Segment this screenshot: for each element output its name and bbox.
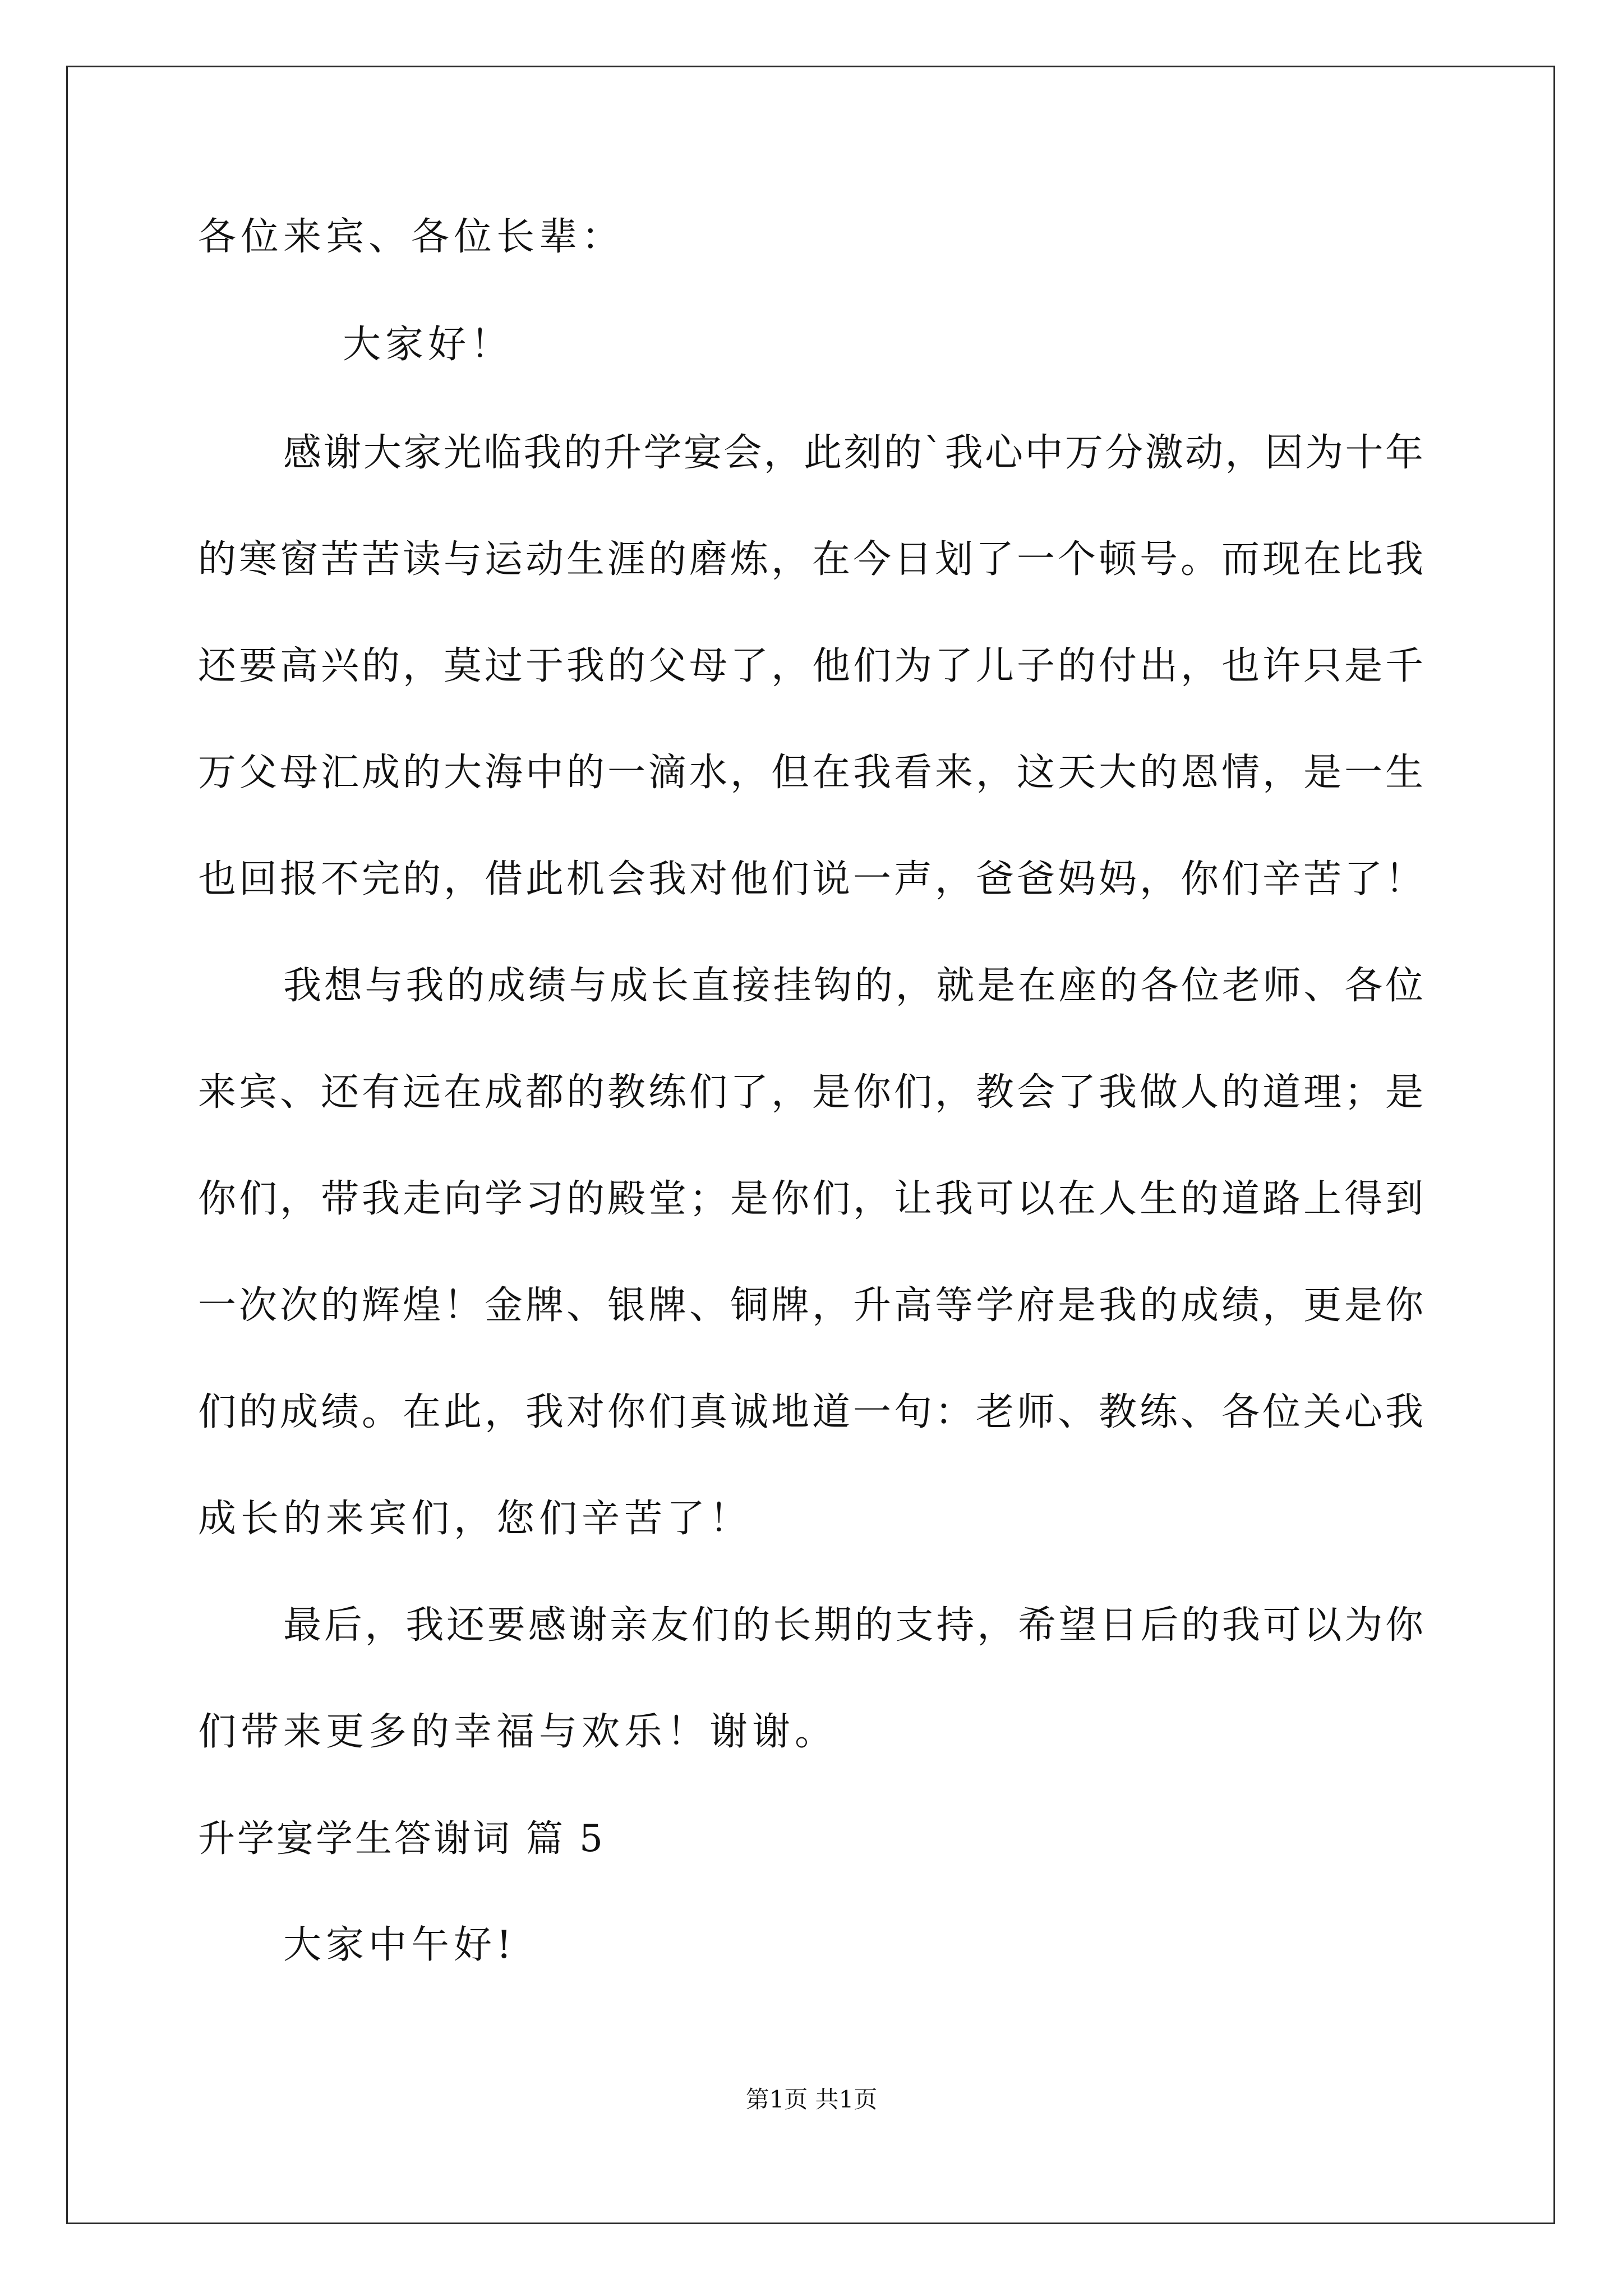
paragraph-2-line: 一次次的辉煌！金牌、银牌、铜牌，升高等学府是我的成绩，更是你 — [198, 1283, 1423, 1328]
paragraph-1-line: 也回报不完的，借此机会我对他们说一声，爸爸妈妈，你们辛苦了！ — [198, 857, 1423, 901]
paragraph-1-line: 万父母汇成的大海中的一滴水，但在我看来，这天大的恩情，是一生 — [198, 751, 1423, 795]
section-greeting: 大家中午好! — [283, 1923, 517, 1967]
paragraph-2-line: 们的成绩。在此，我对你们真诚地道一句：老师、教练、各位关心我 — [198, 1390, 1423, 1434]
section-heading: 升学宴学生答谢词 篇 5 — [198, 1817, 605, 1860]
paragraph-2-line: 你们，带我走向学习的殿堂；是你们，让我可以在人生的道路上得到 — [198, 1177, 1423, 1221]
paragraph-1-line: 还要高兴的，莫过于我的父母了，他们为了儿子的付出，也许只是千 — [198, 644, 1423, 688]
paragraph-3-line: 最后，我还要感谢亲友们的长期的支持，希望日后的我可以为你 — [283, 1603, 1423, 1648]
paragraph-2-line: 来宾、还有远在成都的教练们了，是你们，教会了我做人的道理；是 — [198, 1070, 1423, 1115]
page-border — [66, 66, 1555, 2224]
paragraph-3-line: 们带来更多的幸福与欢乐！谢谢。 — [198, 1710, 838, 1754]
paragraph-2-line: 我想与我的成绩与成长直接挂钩的，就是在座的各位老师、各位 — [283, 964, 1423, 1008]
greeting: 大家好！ — [343, 323, 514, 367]
paragraph-2-line: 成长的来宾们，您们辛苦了！ — [198, 1497, 753, 1541]
page-footer: 第1页 共1页 — [745, 2086, 878, 2113]
salutation: 各位来宾、各位长辈： — [198, 215, 625, 259]
paragraph-1-line: 的寒窗苦苦读与运动生涯的磨炼，在今日划了一个顿号。而现在比我 — [198, 537, 1423, 582]
paragraph-1-line: 感谢大家光临我的升学宴会，此刻的`我心中万分激动，因为十年 — [283, 431, 1423, 475]
